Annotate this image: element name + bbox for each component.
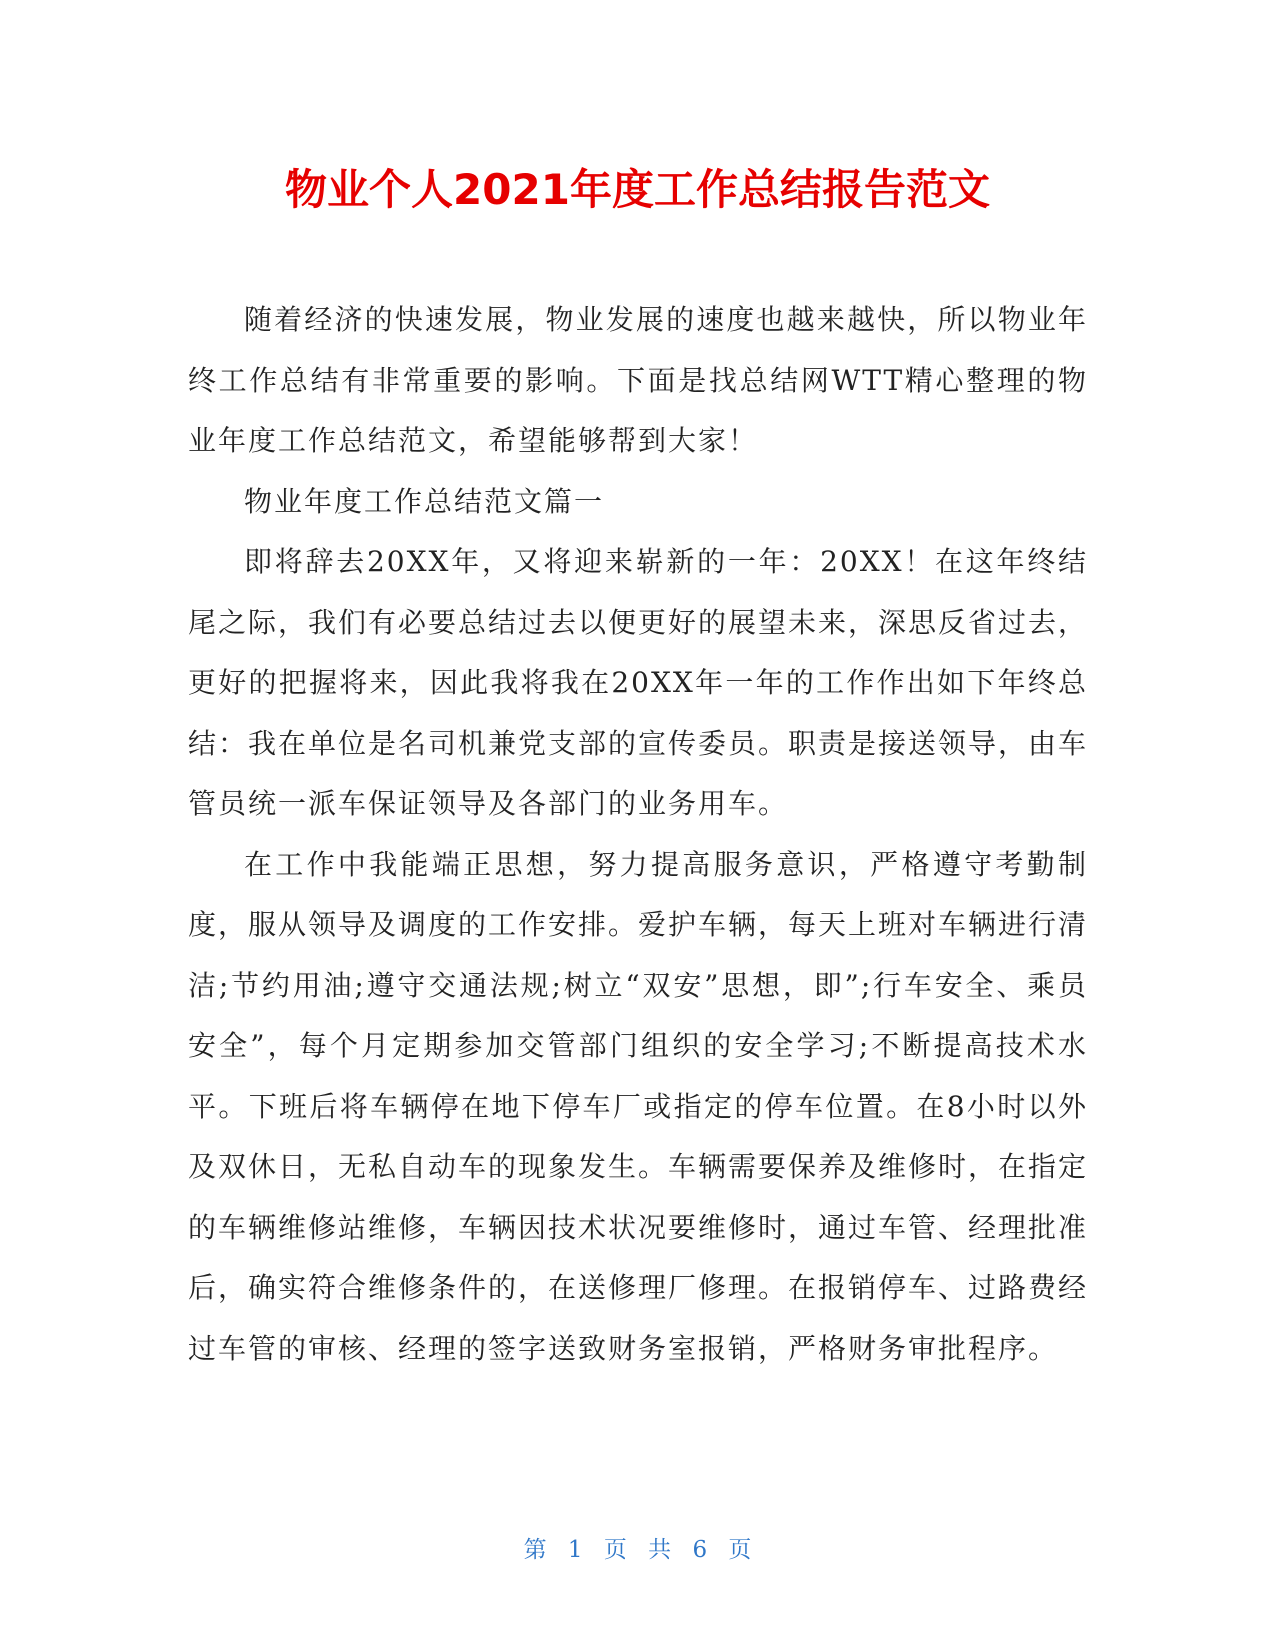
footer-total-pages: 6	[692, 1537, 708, 1563]
section-heading: 物业年度工作总结范文篇一	[244, 484, 605, 518]
document-title: 物业个人2021年度工作总结报告范文	[285, 165, 990, 214]
footer-label-total: 共	[648, 1537, 672, 1563]
paragraph-summary: 即将辞去20XX年，又将迎来崭新的一年：20XX！在这年终结尾之际，我们有必要总结过去以便更好的展望未来，深思反省过去，更好的把握将来，因此我将我在20XX年一年的工作作出如下年终总结：我在单位是名司机兼党支部的宣传委员。职责是接送领导，由车管员统一派车保证领导及各部门的业务用车。	[188, 545, 1089, 820]
footer-label-page: 第	[523, 1537, 547, 1563]
footer-current-page: 1	[567, 1537, 583, 1563]
page-footer	[0, 1532, 1275, 1568]
footer-label-total-unit: 页	[728, 1537, 752, 1563]
paragraph-intro: 随着经济的快速发展，物业发展的速度也越来越快，所以物业年终工作总结有非常重要的影响。下面是找总结网WTT精心整理的物业年度工作总结范文，希望能够帮到大家！	[188, 303, 1088, 457]
footer-label-page-unit: 页	[603, 1537, 627, 1563]
paragraph-work-details: 在工作中我能端正思想，努力提高服务意识，严格遵守考勤制度，服从领导及调度的工作安排。爱护车辆，每天上班对车辆进行清洁;节约用油;遵守交通法规;树立“双安”思想，即”;行车安全、乘员安全”，每个月定期参加交管部门组织的安全学习;不断提高技术水平。下班后将车辆停在地下停车厂或指定的停车位置。在8小时以外及双休日，无私自动车的现象发生。车辆需要保养及维修时，在指定的车辆维修站维修，车辆因技术状况要维修时，通过车管、经理批准后，确实符合维修条件的，在送修理厂修理。在报销停车、过路费经过车管的审核、经理的签字送致财务室报销，严格财务审批程序。	[188, 847, 1089, 1365]
document-body	[188, 290, 1088, 1379]
